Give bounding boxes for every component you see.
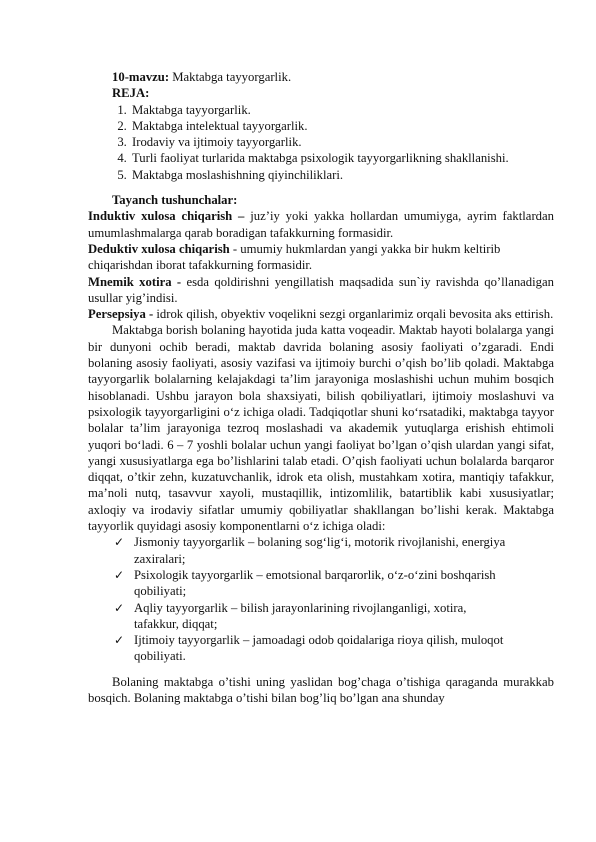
check-icon: ✓ [114,600,125,615]
concept-term: Induktiv xulosa chiqarish – [88,209,245,224]
component-line: Jismoniy tayyorgarlik – bolaning sog‘lig‘i, motorik rivojlanishi, energiya [134,535,506,550]
component-item [112,534,554,567]
concept-term: Mnemik xotira - [88,274,182,289]
concept-definition: idrok qilish, obyektiv voqelikni sezgi organlarimiz orqali bevosita aks ettirish. [153,307,554,322]
component-line: Psixologik tayyorgarlik – emotsional barqarorlik, o‘z-o‘zini boshqarish [134,567,496,582]
plan-heading: REJA: [112,86,150,101]
concept-definition: esda qoldirishni yengillatish maqsadida sun`iy ravishda qo’llanadigan usullar yig’indisi. [88,274,554,305]
concept-definition: - umumiy hukmlardan yangi yakka bir hukm keltirib chiqarishdan iborat tafakkurning formasidir. [88,241,501,273]
component-line: Ijtimoiy tayyorgarlik – jamoadagi odob qoidalariga rioya qilish, muloqot [134,633,504,648]
check-icon: ✓ [114,633,125,648]
concept-term: Persepsiya - [88,307,154,322]
paragraph-2: Bolaning maktabga o’tishi uning yaslidan bog’chaga o’tishiga qaraganda murakkab bosqich. Bolaning maktabga o’tishi bilan bog’liq bo’lgan ana shunday [88,674,554,705]
concept-deduktiv [88,241,554,274]
component-line: tafakkur, diqqat; [134,616,218,631]
concept-mnemik [88,274,554,307]
concept-term: Deduktiv xulosa chiqarish [88,241,230,256]
component-item [112,567,554,600]
plan-item: 3. Irodaviy va ijtimoiy tayyorgarlik. [130,134,554,150]
topic-label: 10-mavzu: [112,70,170,84]
plan-section [112,85,554,183]
component-line: zaxiralari; [134,551,186,566]
plan-item: 5. Maktabga moslashishning qiyinchiliklari. [130,167,554,183]
concept-induktiv [88,208,554,241]
document-content [88,69,554,706]
plan-item: 1. Maktabga tayyorgarlik. [130,102,554,118]
check-icon: ✓ [114,567,125,582]
plan-list [112,102,554,183]
paragraph-1: Maktabga borish bolaning hayotida juda katta voqeadir. Maktab hayoti bolalarga yangi bir dunyoni ochib beradi, maktab davrida bolaning asosiy faoliyati o’zgaradi. Endi bolaning asosiy faoliyati, asosiy vazifasi va ijtimoiy burchi o’qish bo’lib qoladi. Maktabga tayyorgarlik bolalarning kelajakdagi ta’lim jarayoniga moslashishi uchun muhim bosqich hisoblanadi. Ushbu jarayon bola shaxsiyati, bilish qobiliyatlari, ijtimoiy moslashuvi va psixologik tayyorgarligini o‘z ichiga oladi. Tadqiqotlar shuni ko‘rsatadiki, maktabga tayyor bolalar ta’lim jarayoniga tezroq moslashadi va akademik yutuqlarga erishish ehtimoli yuqori bo‘ladi. 6 – 7 yoshli bolalar uchun yangi faoliyat bo’lgan o’qish ulardan yangi sifat, yangi xususiyatlarga ega bo’lishlarini talab etadi. O’qish faoliyati uchun bolalarda barqaror diqqat, o’tkir zehn, kuzatuvchanlik, idrok eta olish, mustahkam xotira, mantiqiy tafakkur, ma’noli nutq, tasavvur xayoli, mustaqillik, intizomlilik, batartiblik kabi xususiyatlar; axloqiy va irodaviy sifatlar umumiy qobiliyatlar shakllangan bo’lishi kerak. Maktabga tayyorlik quyidagi asosiy komponentlarni o‘z ichiga oladi: [88,323,554,534]
key-concepts-heading: Tayanch tushunchalar: [112,193,238,208]
topic-title: Maktabga tayyorgarlik. [172,70,292,84]
component-line: qobiliyati; [134,584,187,599]
check-icon: ✓ [114,535,125,550]
concept-persepsiya [88,306,554,322]
plan-item: 2. Maktabga intelektual tayyorgarlik. [130,118,554,134]
topic-line [112,69,554,85]
component-line: qobiliyati. [134,649,186,664]
plan-item: 4. Turli faoliyat turlarida maktabga psixologik tayyorgarlikning shakllanishi. [130,150,554,166]
concept-definition: juz’iy yoki yakka hollardan umumiyga, ayrim faktlardan umumlashmalarga qarab boradigan tafakkurning formasidir. [88,209,554,240]
component-item [112,600,554,633]
components-list [88,534,554,664]
component-line: Aqliy tayyorgarlik – bilish jarayonlarining rivojlanganligi, xotira, [134,600,467,615]
component-item [112,632,554,665]
